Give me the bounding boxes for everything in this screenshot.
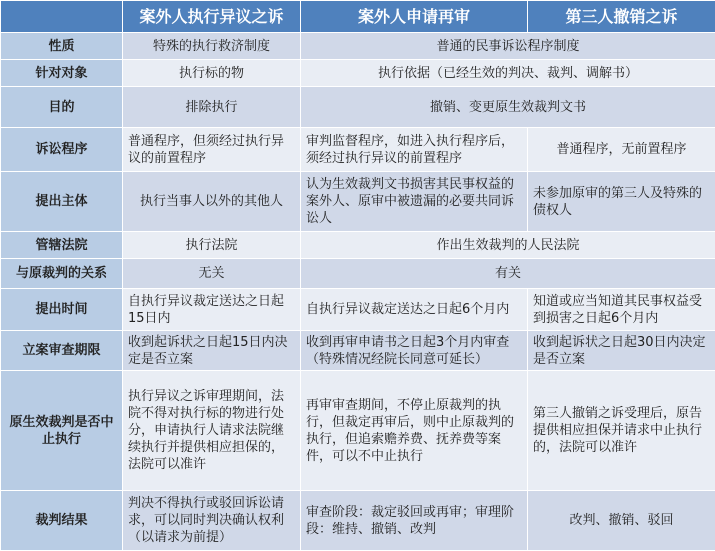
row-label: 性质	[1, 33, 123, 60]
cell: 再审审查期间，不停止原裁判的执行，但裁定再审后，则中止原裁判的执行，但追索赡养费、抚养费等案件，可以不中止执行	[301, 371, 528, 491]
row-court	[1, 232, 715, 259]
row-label: 与原裁判的关系	[1, 259, 123, 289]
cell: 执行标的物	[123, 60, 301, 87]
row-result	[1, 491, 715, 551]
cell: 执行当事人以外的其他人	[123, 172, 301, 232]
cell: 执行异议之诉审理期间，法院不得对执行标的物进行处分，申请执行人请求法院继续执行并提供相应担保的，法院可以准许	[123, 371, 301, 491]
cell: 判决不得执行或驳回诉讼请求，可以同时判决确认权利（以请求为前提）	[123, 491, 301, 551]
header-corner-cell	[1, 1, 123, 33]
cell-merged: 普通的民事诉讼程序制度	[301, 33, 715, 60]
row-label: 裁判结果	[1, 491, 123, 551]
row-label: 原生效裁判是否中止执行	[1, 371, 123, 491]
row-nature	[1, 33, 715, 60]
row-purpose	[1, 87, 715, 128]
cell: 普通程序，无前置程序	[528, 128, 715, 172]
row-label: 诉讼程序	[1, 128, 123, 172]
cell: 收到起诉状之日起15日内决定是否立案	[123, 331, 301, 371]
cell-merged: 有关	[301, 259, 715, 289]
cell: 执行法院	[123, 232, 301, 259]
cell-merged: 执行依据（已经生效的判决、裁判、调解书）	[301, 60, 715, 87]
header-third-party-revocation-suit: 第三人撤销之诉	[528, 1, 715, 33]
row-relation	[1, 259, 715, 289]
cell: 无关	[123, 259, 301, 289]
cell: 第三人撤销之诉受理后，原告提供相应担保并请求中止执行的，法院可以准许	[528, 371, 715, 491]
row-label: 提出主体	[1, 172, 123, 232]
cell: 未参加原审的第三人及特殊的债权人	[528, 172, 715, 232]
row-filer	[1, 172, 715, 232]
cell: 普通程序，但须经过执行异议的前置程序	[123, 128, 301, 172]
row-label: 立案审查期限	[1, 331, 123, 371]
row-review-period	[1, 331, 715, 371]
row-procedure	[1, 128, 715, 172]
row-suspend-execution	[1, 371, 715, 491]
cell-merged: 撤销、变更原生效裁判文书	[301, 87, 715, 128]
cell: 收到再审申请书之日起3个月内审查（特殊情况经院长同意可延长）	[301, 331, 528, 371]
cell: 自执行异议裁定送达之日起15日内	[123, 289, 301, 331]
row-label: 针对对象	[1, 60, 123, 87]
row-time-limit	[1, 289, 715, 331]
cell: 审判监督程序，如进入执行程序后，须经过执行异议的前置程序	[301, 128, 528, 172]
row-label: 目的	[1, 87, 123, 128]
cell: 知道或应当知道其民事权益受到损害之日起6个月内	[528, 289, 715, 331]
row-label: 提出时间	[1, 289, 123, 331]
cell: 排除执行	[123, 87, 301, 128]
cell: 审查阶段：裁定驳回或再审；审理阶段：维持、撤销、改判	[301, 491, 528, 551]
cell: 改判、撤销、驳回	[528, 491, 715, 551]
cell-merged: 作出生效裁判的人民法院	[301, 232, 715, 259]
header-outsider-retrial: 案外人申请再审	[301, 1, 528, 33]
cell: 认为生效裁判文书损害其民事权益的案外人、原审中被遗漏的必要共同诉讼人	[301, 172, 528, 232]
header-execution-objection-suit: 案外人执行异议之诉	[123, 1, 301, 33]
cell: 自执行异议裁定送达之日起6个月内	[301, 289, 528, 331]
cell: 特殊的执行救济制度	[123, 33, 301, 60]
header-row	[1, 1, 715, 33]
row-target	[1, 60, 715, 87]
row-label: 管辖法院	[1, 232, 123, 259]
cell: 收到起诉状之日起30日内决定是否立案	[528, 331, 715, 371]
